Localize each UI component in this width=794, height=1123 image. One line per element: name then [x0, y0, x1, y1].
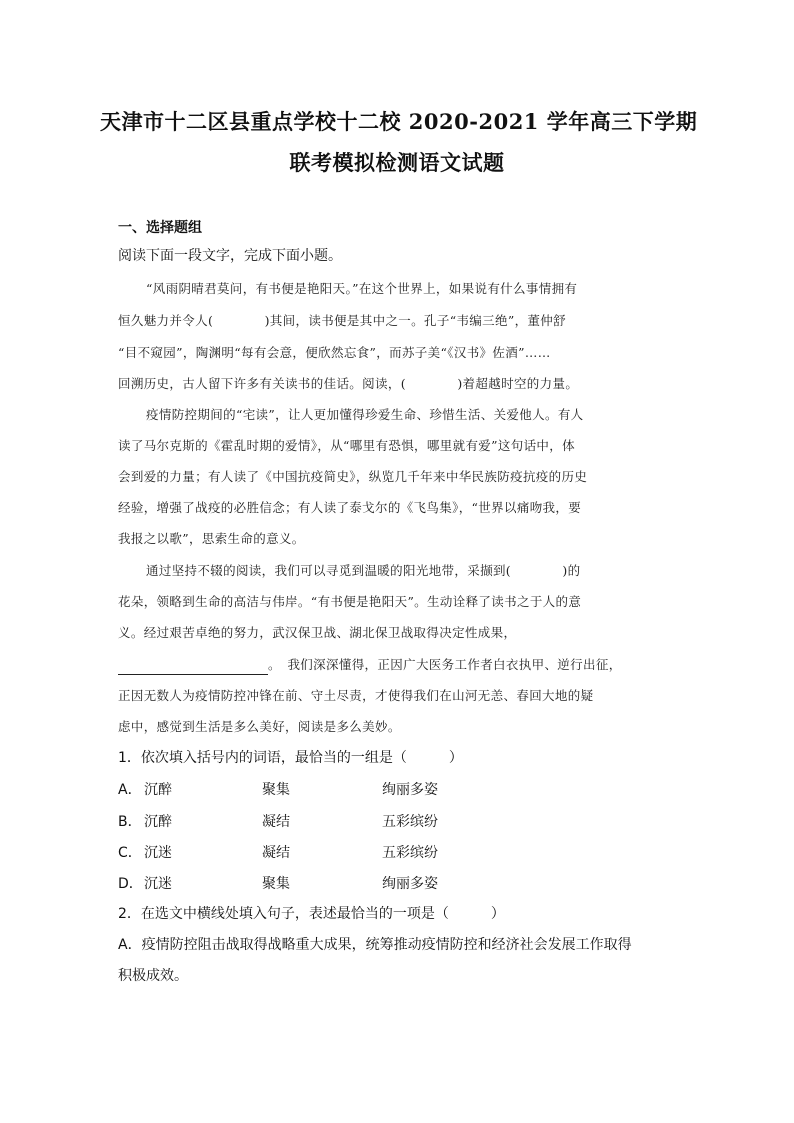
- option-word-3: 绚丽多姿: [382, 782, 438, 798]
- option-word-2: 聚集: [262, 876, 290, 892]
- section-instruction: 阅读下面一段文字，完成下面小题。: [118, 248, 342, 264]
- option-label: A．: [118, 782, 142, 798]
- option-word-1: 沉迷: [144, 876, 172, 892]
- fill-in-blank: [118, 660, 268, 675]
- option-word-2: 聚集: [262, 782, 290, 798]
- question-1-stem: 1．依次填入括号内的词语，最恰当的一组是（ ）: [118, 750, 463, 766]
- section-heading: 一、选择题组: [118, 220, 202, 236]
- passage-line: 经验，增强了战疫的必胜信念；有人读了泰戈尔的《飞鸟集》，“世界以痛吻我，要: [118, 500, 582, 515]
- passage-line: 恒久魅力并令人( )其间，读书便是其中之一。孔子“韦编三绝”，董仲舒: [118, 313, 566, 328]
- option-word-3: 五彩缤纷: [382, 845, 438, 861]
- option-label: C．: [118, 845, 142, 861]
- option-word-3: 绚丽多姿: [382, 876, 438, 892]
- passage-line: 读了马尔克斯的《霍乱时期的爱情》，从“哪里有恐惧，哪里就有爱”这句话中，体: [118, 438, 575, 453]
- option-word-1: 沉醉: [144, 814, 172, 830]
- option-word-2: 凝结: [262, 845, 290, 861]
- question-2-option-a-line-1[interactable]: A．疫情防控阻击战取得战略重大成果，统筹推动疫情防控和经济社会发展工作取得: [118, 937, 632, 953]
- option-word-1: 沉醉: [144, 782, 172, 798]
- passage-line: 回溯历史，古人留下许多有关读书的佳话。阅读，( )着超越时空的力量。: [118, 376, 579, 391]
- passage-line: 花朵，领略到生命的高洁与伟岸。“有书便是艳阳天”。生动诠释了读书之于人的意: [118, 594, 582, 609]
- option-word-2: 凝结: [262, 814, 290, 830]
- passage-line: 虑中，感觉到生活是多么美好，阅读是多么美妙。: [118, 719, 401, 734]
- question-2-option-a-line-2[interactable]: 积极成效。: [118, 968, 188, 984]
- passage-line: 正因无数人为疫情防控冲锋在前、守土尽责，才使得我们在山河无恙、春回大地的疑: [118, 688, 594, 703]
- document-title-line-1: 天津市十二区县重点学校十二校 2020-2021 学年高三下学期: [100, 109, 698, 134]
- option-label: B．: [118, 814, 142, 830]
- passage-line: 我报之以歌”，思索生命的意义。: [118, 531, 305, 546]
- passage-line: 通过坚持不辍的阅读，我们可以寻觅到温暖的阳光地带，采撷到( )的: [146, 563, 581, 578]
- question-2-stem: 2．在选文中横线处填入句子，表述最恰当的一项是（ ）: [118, 906, 505, 922]
- passage-line: 。 我们深深懂得，正因广大医务工作者白衣执甲、逆行出征，: [268, 657, 622, 672]
- option-label: D．: [118, 876, 143, 892]
- option-word-3: 五彩缤纷: [382, 814, 438, 830]
- passage-blank-line: [118, 655, 622, 675]
- passage-line: 会到爱的力量；有人读了《中国抗疫简史》，纵览几千年来中华民族防疫抗疫的历史: [118, 469, 588, 484]
- document-title-line-2: 联考模拟检测语文试题: [289, 150, 505, 175]
- passage-line: “目不窥园”，陶渊明“每有会意，便欣然忘食”，而苏子美“《汉书》佐酒”……: [118, 345, 551, 360]
- passage-line: 义。经过艰苦卓绝的努力，武汉保卫战、湖北保卫战取得决定性成果，: [118, 625, 517, 640]
- option-word-1: 沉迷: [144, 845, 172, 861]
- passage-line: 疫情防控期间的“宅读”，让人更加懂得珍爱生命、珍惜生活、关爱他人。有人: [146, 407, 584, 422]
- passage-line: “风雨阴晴君莫问，有书便是艳阳天。”在这个世界上，如果说有什么事情拥有: [146, 281, 578, 296]
